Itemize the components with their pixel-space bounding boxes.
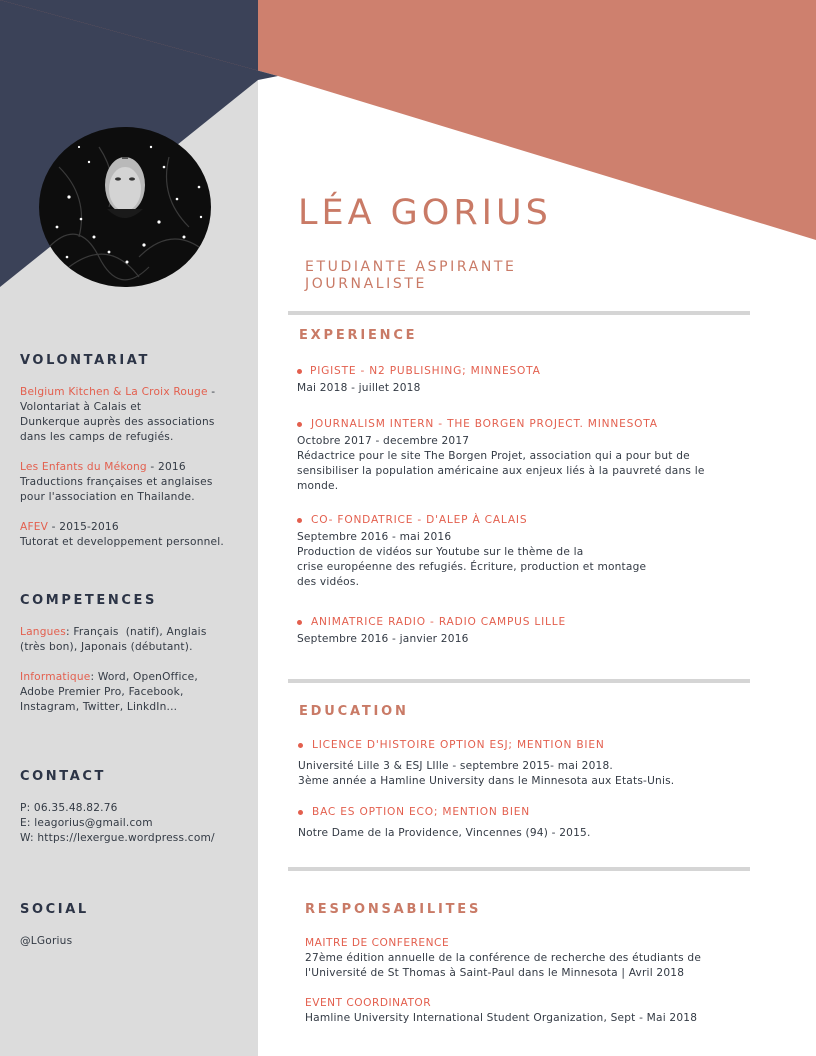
experience-title: EXPERIENCE: [299, 328, 418, 343]
experience-item: PIGISTE - N2 PUBLISHING; MINNESOTA Mai 2018 - juillet 2018: [297, 365, 541, 394]
candidate-subtitle: ETUDIANTE ASPIRANTE JOURNALISTE: [305, 259, 517, 292]
contact-website[interactable]: W: https://lexergue.wordpress.com/: [20, 832, 215, 844]
competences-item-1: Langues: Français (natif), Anglais (très bon), Japonais (débutant).: [20, 626, 207, 653]
divider: [288, 311, 750, 315]
experience-item: CO- FONDATRICE - D'ALEP À CALAIS Septembre 2016 - mai 2016 Production de vidéos sur Youtube sur le thème de la crise européenne des refugiés. Écriture, production et montage des vidéos.: [297, 514, 647, 588]
education-item: BAC ES OPTION ECO; MENTION BIEN Notre Dame de la Providence, Vincennes (94) - 2015.: [298, 806, 591, 839]
volontariat-org: Belgium Kitchen & La Croix Rouge: [20, 386, 208, 398]
bullet-icon: [297, 422, 302, 427]
contact-phone[interactable]: P: 06.35.48.82.76: [20, 802, 118, 814]
competences-title: COMPETENCES: [20, 593, 157, 608]
contact-section: [20, 769, 250, 846]
volontariat-item-2: Les Enfants du Mékong - 2016 Traductions françaises et anglaises pour l'association en Thailande.: [20, 461, 213, 503]
volontariat-org: AFEV: [20, 521, 49, 533]
social-section: [20, 902, 250, 949]
contact-email[interactable]: E: leagorius@gmail.com: [20, 817, 153, 829]
social-title: SOCIAL: [20, 902, 89, 917]
volontariat-item-1: Belgium Kitchen & La Croix Rouge - Volontariat à Calais et Dunkerque auprès des associations dans les camps de refugiés.: [20, 386, 216, 443]
experience-item: JOURNALISM INTERN - THE BORGEN PROJECT. MINNESOTA Octobre 2017 - decembre 2017 Rédactrice pour le site The Borgen Projet, association qui a pour but de sensibiliser la population américaine aux enjeux liés à la pauvreté dans le monde.: [297, 418, 705, 492]
volontariat-org: Les Enfants du Mékong: [20, 461, 147, 473]
bullet-icon: [298, 810, 303, 815]
bullet-icon: [297, 620, 302, 625]
education-title: EDUCATION: [299, 704, 409, 719]
social-handle[interactable]: @LGorius: [20, 935, 73, 947]
volontariat-section: [20, 353, 250, 550]
bullet-icon: [297, 369, 302, 374]
bullet-icon: [297, 518, 302, 523]
profile-photo: [39, 127, 211, 287]
contact-title: CONTACT: [20, 769, 106, 784]
competences-label: Langues: [20, 626, 66, 638]
responsabilite-item: EVENT COORDINATOR Hamline University International Student Organization, Sept - Mai 2018: [305, 997, 698, 1024]
education-item: LICENCE D'HISTOIRE OPTION ESJ; MENTION BIEN Université Lille 3 & ESJ LIlle - septembre 2015- mai 2018. 3ème année a Hamline University dans le Minnesota aux Etats-Unis.: [298, 739, 675, 787]
competences-section: [20, 593, 250, 715]
contact-details: [20, 801, 250, 846]
volontariat-item-3: AFEV - 2015-2016 Tutorat et developpement personnel.: [20, 521, 224, 548]
profile-photo-image: [39, 127, 211, 287]
competences-item-2: Informatique: Word, OpenOffice, Adobe Premier Pro, Facebook, Instagram, Twitter, LinkdIn...: [20, 671, 198, 713]
candidate-name: LÉA GORIUS: [298, 193, 552, 233]
experience-item: ANIMATRICE RADIO - RADIO CAMPUS LILLE Septembre 2016 - janvier 2016: [297, 616, 566, 645]
volontariat-title: VOLONTARIAT: [20, 353, 150, 368]
divider: [288, 679, 750, 683]
divider: [288, 867, 750, 871]
bullet-icon: [298, 743, 303, 748]
competences-label: Informatique: [20, 671, 91, 683]
responsabilites-title: RESPONSABILITES: [305, 902, 482, 917]
responsabilite-item: MAITRE DE CONFERENCE 27ème édition annuelle de la conférence de recherche des étudiants de l'Université de St Thomas à Saint-Paul dans le Minnesota | Avril 2018: [305, 937, 702, 979]
